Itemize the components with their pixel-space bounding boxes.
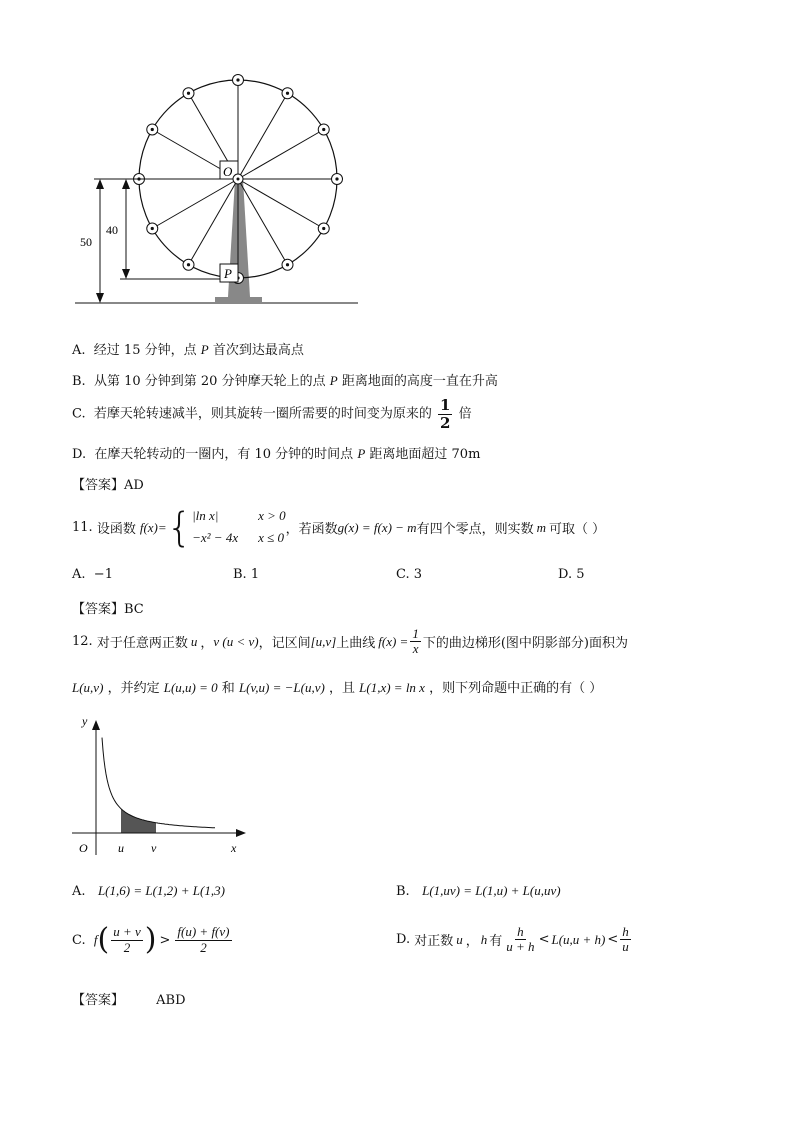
spoke: [189, 179, 239, 265]
equation: L(1,x) = ln x: [359, 680, 425, 695]
answer-value: ABD: [156, 993, 186, 1008]
stem-text: 有四个零点，则实数: [416, 522, 534, 538]
option-expr: L(1,6) = L(1,2) + L(1,3): [97, 883, 225, 898]
spoke: [152, 179, 238, 229]
q12-answer: [72, 989, 186, 1008]
stem-text: ，并约定: [107, 681, 160, 696]
cabin-dot: [335, 177, 338, 180]
function-f: f: [93, 932, 98, 947]
curve-1-over-x: [102, 738, 215, 828]
option-text: 在摩天轮转动的一圈内，有 10 分钟的时间点: [94, 447, 354, 462]
option-expr: L(1,uv) = L(1,u) + L(u,uv): [422, 883, 561, 898]
q11-option-B: B. 1: [233, 567, 260, 582]
function-g: g(x) = f(x) − m: [337, 519, 417, 535]
equation: L(v,u) = −L(u,v): [238, 680, 325, 695]
spoke: [238, 179, 324, 229]
hub-dot: [237, 178, 240, 181]
cabin-dot: [322, 128, 325, 131]
stem-text: ，记区间: [258, 636, 311, 652]
option-letter: C.: [72, 932, 86, 948]
option-letter: B.: [396, 884, 410, 899]
option-value: −1: [93, 567, 113, 582]
stem-text: 可取（ ）: [548, 522, 606, 538]
answer-value: BC: [124, 602, 144, 617]
answer-tag: 【答案】: [72, 602, 125, 617]
answer-value: AD: [124, 478, 144, 493]
equation: L(u,u) = 0: [163, 680, 218, 695]
arrow-40-top: [122, 179, 130, 189]
label-50: 50: [80, 235, 92, 249]
q10-option-C: [72, 397, 472, 431]
label-O: O: [223, 164, 233, 179]
cabin-dot: [151, 227, 154, 230]
q10-option-D: [72, 443, 480, 462]
option-text: ，: [465, 934, 479, 950]
q12-line2: [72, 677, 602, 696]
cabin-dot: [187, 263, 190, 266]
piecewise-cases: [192, 506, 286, 550]
curve-figure: [70, 710, 255, 860]
option-text: 距离地面的高度一直在升高: [341, 374, 498, 389]
fraction-mean-value: $\frac{f(u) + f(v)}{2}$: [177, 924, 230, 955]
q10-answer: [72, 474, 144, 493]
var-h: h: [480, 931, 488, 947]
cabin-dot: [151, 128, 154, 131]
label-P: P: [224, 266, 232, 281]
spoke: [238, 93, 288, 179]
case1-cond: x > 0: [258, 508, 286, 523]
q10-option-A: [72, 339, 304, 358]
label-u: u: [118, 841, 124, 855]
option-letter: A.: [72, 343, 86, 358]
question-number: 12.: [72, 634, 93, 650]
label-40: 40: [106, 223, 118, 237]
label-origin: O: [79, 841, 88, 855]
stem-text: ，: [200, 636, 214, 652]
stem-text: ，若函数: [285, 522, 338, 538]
var-u: u: [456, 931, 463, 947]
q12-option-C: [72, 922, 234, 957]
option-text: 对正数: [414, 934, 454, 950]
q10-option-B: [72, 370, 498, 389]
spoke: [238, 130, 324, 180]
y-axis-arrow: [92, 720, 100, 730]
q11-option-C: C. 3: [396, 567, 423, 582]
ferris-wheel-figure: [60, 65, 370, 315]
option-letter: C.: [72, 406, 86, 422]
unit: m: [468, 447, 481, 462]
arrow-40-bottom: [122, 269, 130, 279]
option-text: 有: [489, 934, 503, 950]
fraction-h-over-u-plus-h: $\frac{h}{u + h}$: [506, 924, 535, 955]
q11-option-D: D. 5: [558, 567, 585, 582]
case2-cond: x ≤ 0: [258, 529, 285, 545]
var-v: v (u < v): [213, 633, 259, 649]
q12-option-B: [396, 883, 561, 899]
stem-text: 设函数: [96, 522, 136, 538]
x-axis-arrow: [236, 829, 246, 837]
option-letter: B.: [72, 374, 86, 389]
L-uv: L(u,v): [72, 680, 104, 695]
q11-option-A: A. −1: [72, 567, 113, 582]
inequality-sign: <: [538, 932, 550, 948]
stem-text: 上曲线: [336, 636, 376, 652]
fraction-half: $\frac{1}{2}$: [440, 396, 451, 432]
option-text: 距离地面超过 70: [369, 447, 469, 462]
option-value: 1: [250, 567, 260, 582]
label-y: y: [82, 714, 88, 728]
option-text: 从第 10 分钟到第 20 分钟摩天轮上的点: [93, 374, 326, 389]
stem-text: 下的曲边梯形(图中阴影部分)面积为: [422, 636, 628, 652]
option-letter: A.: [72, 884, 86, 899]
q12-option-D: [396, 925, 633, 955]
option-letter: D.: [72, 447, 87, 462]
support-base: [215, 297, 262, 302]
paren-open: (: [97, 922, 110, 957]
q12-line1: [72, 627, 628, 657]
option-text: 经过 15 分钟，点: [93, 343, 197, 358]
stem-text: ，则下列命题中正确的有（ ）: [429, 681, 603, 696]
paren-close: ): [144, 922, 157, 957]
point-var: P: [329, 373, 338, 388]
arrow-50-bottom: [96, 293, 104, 303]
arrow-50-top: [96, 179, 104, 189]
option-value: 5: [576, 567, 585, 582]
cabin-dot: [286, 263, 289, 266]
answer-tag: 【答案】: [72, 478, 125, 493]
piecewise-brace: {: [166, 504, 193, 551]
option-text: 若摩天轮转速减半，则其旋转一圈所需要的时间变为原来的: [93, 406, 432, 422]
point-var: P: [357, 446, 366, 461]
cabin-dot: [322, 227, 325, 230]
var-m: m: [536, 519, 546, 535]
stem-text: 对于任意两正数: [96, 636, 188, 652]
question-number: 11.: [72, 520, 93, 536]
interval: [u,v]: [310, 633, 337, 649]
fraction-mean-arg: $\frac{u + v}{2}$: [113, 924, 141, 955]
q11-answer: [72, 598, 144, 617]
q12-option-A: [72, 883, 225, 899]
stem-text: 和: [221, 681, 235, 696]
fraction-h-over-u: $\frac{h}{u}$: [622, 924, 629, 955]
cabin-dot: [236, 78, 239, 81]
answer-tag: 【答案】: [72, 993, 125, 1008]
case2-expr: −x² − 4x: [192, 529, 239, 545]
case1-expr: |ln x|: [192, 508, 219, 523]
cabin-dot: [286, 92, 289, 95]
function-f: f(x)=: [139, 519, 167, 535]
stem-text: ，且: [328, 681, 355, 696]
label-x: x: [231, 841, 237, 855]
cabin-dot: [187, 92, 190, 95]
option-value: 3: [413, 567, 423, 582]
inequality-sign: >: [159, 932, 171, 948]
inequality-sign: <: [607, 932, 619, 948]
option-text: 倍: [458, 406, 472, 422]
point-var: P: [200, 342, 209, 357]
fraction-1-over-x: $\frac{1}{x}$: [412, 626, 419, 657]
function-f: f(x) =: [378, 633, 409, 649]
var-u: u: [190, 633, 198, 649]
q11-stem: [72, 506, 605, 550]
option-text: 首次到达最高点: [212, 343, 304, 358]
label-v: v: [151, 841, 157, 855]
option-expr: L(u,u + h): [551, 931, 606, 947]
option-letter: D.: [396, 932, 411, 948]
